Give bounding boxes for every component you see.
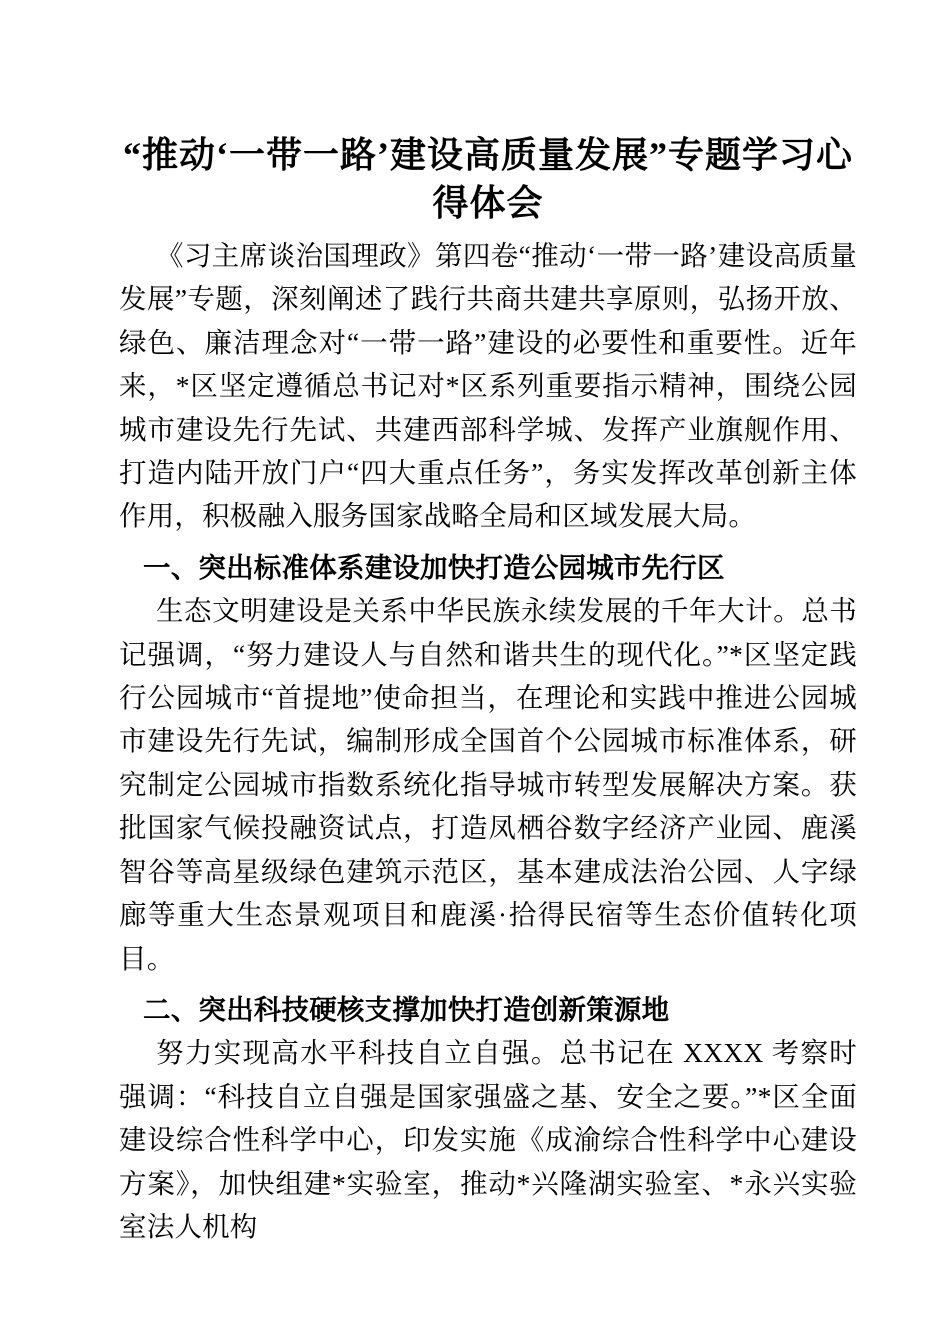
document-content — [119, 0, 857, 1248]
section-heading-2: 二、突出科技硬核支撑加快打造创新策源地 — [143, 993, 670, 1025]
document-title: “推动‘一带一路’建设高质量发展”专题学习心得体会 — [123, 135, 853, 223]
paragraph-section-1: 生态文明建设是关系中华民族永续发展的千年大计。总书记强调，“努力建设人与自然和谐共生的现代化。”*区坚定践行公园城市“首提地”使命担当，在理论和实践中推进公园城市建设先行先试，编制形成全国首个公园城市标准体系，研究制定公园城市指数系统化指导城市转型发展解决方案。获批国家气候投融资试点，打造凤栖谷数字经济产业园、鹿溪智谷等高星级绿色建筑示范区，基本建成法治公园、人字绿廊等重大生态景观项目和鹿溪·拾得民宿等生态价值转化项目。 — [119, 595, 857, 974]
section-heading-1: 一、突出标准体系建设加快打造公园城市先行区 — [143, 551, 725, 583]
paragraph-intro: 《习主席谈治国理政》第四卷“推动‘一带一路’建设高质量发展”专题，深刻阐述了践行共商共建共享原则，弘扬开放、绿色、廉洁理念对“一带一路”建设的必要性和重要性。近年来，*区坚定遵循总书记对*区系列重要指示精神，围绕公园城市建设先行先试、共建西部科学城、发挥产业旗舰作用、打造内陆开放门户“四大重点任务”，务实发挥改革创新主体作用，积极融入服务国家战略全局和区域发展大局。 — [119, 240, 857, 532]
paragraph-section-2: 努力实现高水平科技自立自强。总书记在 XXXX 考察时强调：“科技自立自强是国家强盛之基、安全之要。”*区全面建设综合性科学中心，印发实施《成渝综合性科学中心建设方案》，加快组建*实验室，推动*兴隆湖实验室、*永兴实验室法人机构 — [119, 1037, 857, 1242]
